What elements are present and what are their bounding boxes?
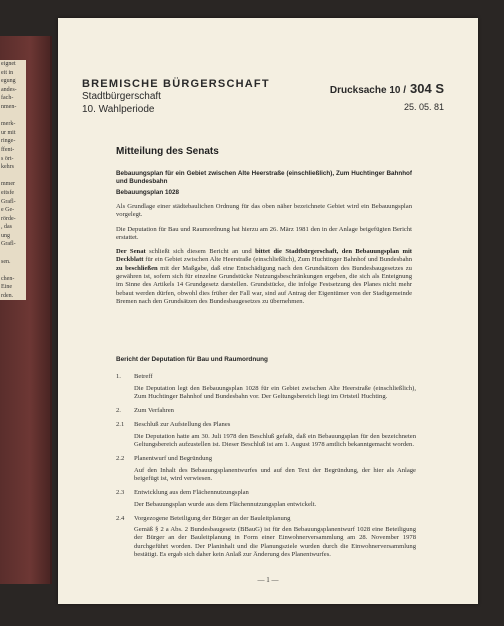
underlying-text-line: rörde- [1,215,16,222]
item-number: 1. [116,373,121,381]
item-text: Auf den Inhalt des Bebauungsplanentwurfes und auf den Text der Begründung, der hier als Anlage beigefügt ist, wird verwiesen. [134,466,416,482]
item-number: 2.1 [116,421,125,429]
report-item [116,455,416,483]
report-item [116,407,416,415]
document-date: 25. 05. 81 [403,102,444,112]
subject-line: Bebauungsplan für ein Gebiet zwischen Alte Heerstraße (einschließlich), Zum Huchtinger Bahnhof und Bundesbahn [116,170,412,185]
organization-name: BREMISCHE BÜRGERSCHAFT [82,78,270,90]
underlying-text-line: nmen- [1,103,17,110]
resolution-paragraph [116,248,412,306]
item-number: 2.2 [116,455,125,463]
underlying-text-line: chen- [1,275,15,282]
item-text: Gemäß § 2 a Abs. 2 Bundesbaugesetz (BBauG) ist für den Bebauungsplanentwurf 1028 eine Beteiligung der Bürger an der Bauleitplanung in Form einer Einwohnerversammlung am 28. November 1978 durchgeführt worden. Der Planinhalt und die Planungsziele wurden durch die Einwohnerversammlung bestätigt. Es ergab sich daher kein Anlaß zur Änderung des Planentwurfes. [134,526,416,559]
underlying-text-line [0,266,26,275]
bold-text: bittet die Stadtbürgerschaft, den Bebauungsplan mit Deckblatt [116,248,412,264]
item-title: Vorgezogene Beteiligung der Bürger an der Bauleitplanung [134,514,291,522]
paragraph: Die Deputation für Bau und Raumordnung hat hierzu am 26. März 1981 den in der Anlage beigefügten Bericht erstattet. [116,225,412,241]
text-run: mit der Maßgabe, daß eine Entschädigung nach den Grundsätzen des Bundesbaugesetzes zu gewähren ist, sofern sich für einzelne Grundstücke Nutzungsbeschränkungen ergeben, die sich als Enteignung im Sinne des Artikels 14 Grundgesetz darstellen. Grundstücke, die infolge Festsetzung des Planes nicht mehr bebaut werden dürfen, obwohl dies früher der Fall war, sind auf Antrag der Eigentümer von der Stadtgemeinde Bremen nach den Grundsätzen des Bundesbaugesetzes zu übernehmen. [116,264,412,305]
underlying-text-line: fach- [1,95,14,102]
document-page [58,18,478,604]
item-title: Entwicklung aus dem Flächennutzungsplan [134,489,249,497]
item-text: Der Bebauungsplan wurde aus dem Flächennutzungsplan entwickelt. [134,500,317,508]
item-title: Betreff [134,373,153,381]
item-number: 2.4 [116,514,125,522]
underlying-text-line: eitsfe [1,189,14,196]
section-title: Mitteilung des Senats [116,146,219,157]
bold-text: zu beschließen [116,264,158,272]
underlying-page-edge [0,60,26,300]
underlying-text-line [0,112,26,121]
underlying-text-line: egung [1,78,16,85]
underlying-text-line: eignet [1,61,16,67]
bold-text: Der Senat [116,248,146,256]
item-title: Planentwurf und Begründung [134,455,213,463]
item-title: Zum Verfahren [134,407,174,415]
drucksache-number: 304 S [410,81,444,96]
underlying-text-line: e Ge- [1,207,15,214]
senate-communication [116,170,412,312]
underlying-text-line: Eine [1,284,12,291]
page-number: — 1 — [257,576,279,584]
item-title: Beschluß zur Aufstellung des Planes [134,421,231,429]
report-items [116,373,416,559]
underlying-text-line: mmer [1,181,15,188]
underlying-text-line: andes- [1,86,17,93]
underlying-text-line: ur mit [1,129,16,136]
report-item [116,421,416,449]
plan-number: Bebauungsplan 1028 [116,189,179,196]
report-heading: Bericht der Deputation für Bau und Raumordnung [116,356,268,363]
underlying-text-line: kehrs [1,164,14,171]
underlying-text-line: sen. [1,258,11,265]
underlying-text-line [0,172,26,181]
chamber-name: Stadtbürgerschaft [82,91,161,102]
legislative-period: 10. Wahlperiode [82,104,155,115]
item-text: Die Deputation hatte am 30. Juli 1978 den Beschluß gefaßt, daß ein Bebauungsplan für den bezeichneten Geltungsbereich aufzustellen ist. Dieser Beschluß ist am 1. August 1978 amtlich bekanntgemacht worden. [134,432,416,449]
item-number: 2. [116,407,121,415]
item-number: 2.3 [116,489,125,497]
deputation-report [116,356,416,565]
underlying-text-line: eit in [1,69,14,76]
underlying-text-line: rden. [1,293,14,300]
item-text: Die Deputation legt den Bebauungsplan 1028 für ein Gebiet zwischen Alte Heerstraße (einschließlich), Zum Huchtinger Bahnhof und Bundesbahn vor. Der Geltungsbereich liegt im Ortsteil Huchting. [134,384,416,400]
report-item [116,373,416,401]
underlying-text-line: ringe- [1,138,16,145]
text-run: schließt sich diesem Bericht an und [145,248,256,256]
paragraph: Als Grundlage einer städtebaulichen Ordnung für das oben näher bezeichnete Gebiet wird ein Bebauungsplan vorgelegt. [116,203,412,219]
drucksache-label: Drucksache 10 / [329,85,407,96]
text-run: für ein Gebiet zwischen Alte Heerstraße (einschließlich), Zum Huchtinger Bahnhof und Bundesbahn [143,256,412,264]
underlying-text-line: merk- [1,121,16,128]
underlying-text-line [0,249,26,258]
underlying-text-line: s ört- [1,155,14,162]
underlying-text-line: Grafl- [1,198,16,205]
report-item [116,515,416,559]
underlying-text-line: ung [1,232,10,239]
underlying-text-line: Grafl- [1,241,16,248]
underlying-text-line: , das [1,224,12,231]
document-reference [330,80,444,112]
letterhead [82,78,270,116]
underlying-text-line: ffent- [1,146,15,153]
report-item [116,489,416,509]
